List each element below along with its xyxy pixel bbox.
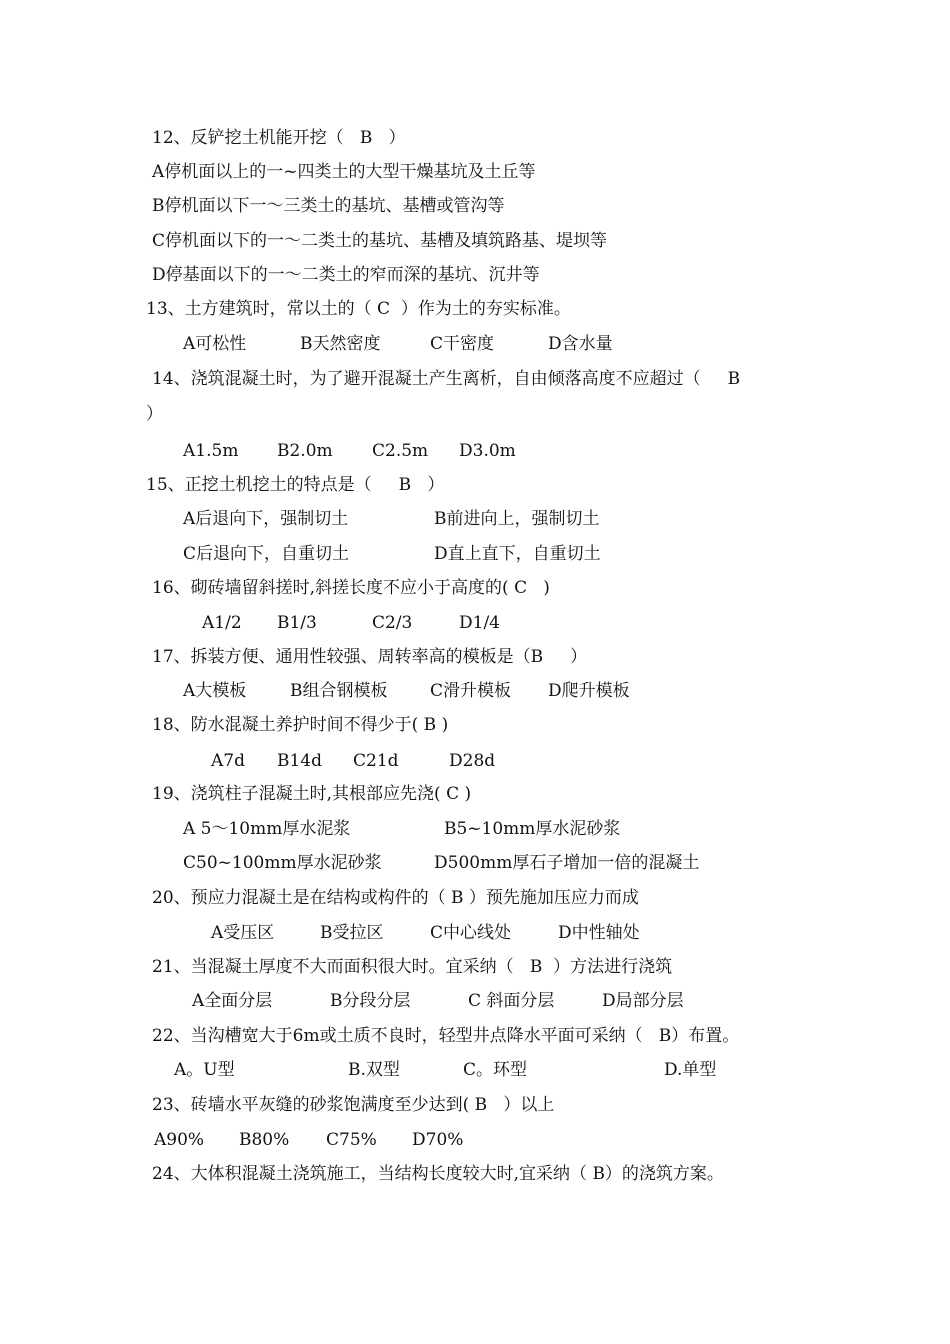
question-20-option-d: D中性轴处: [558, 923, 640, 943]
question-23-option-b: B80%: [239, 1130, 290, 1150]
question-12-option-a: A停机面以上的一~四类土的大型干燥基坑及土丘等: [152, 162, 536, 182]
question-23-option-d: D70%: [412, 1130, 464, 1150]
question-22-option-b: B.双型: [348, 1060, 400, 1080]
question-19-option-c: C50~100mm厚水泥砂浆: [183, 853, 382, 873]
question-22-option-c: C。环型: [463, 1060, 528, 1080]
question-22-stem: 22、当沟槽宽大于6m或土质不良时，轻型井点降水平面可采纳（ B）布置。: [152, 1026, 740, 1046]
question-12-option-d: D停基面以下的一～二类土的窄而深的基坑、沉井等: [152, 265, 540, 285]
question-18-option-a: A7d: [211, 751, 245, 771]
question-13-option-d: D含水量: [548, 334, 613, 354]
question-13-option-b: B天然密度: [300, 334, 381, 354]
question-20-option-c: C中心线处: [430, 923, 512, 943]
question-21-option-a: A全面分层: [192, 991, 273, 1011]
question-19-option-a: A 5～10mm厚水泥浆: [183, 819, 351, 839]
question-23-option-a: A90%: [154, 1130, 205, 1150]
question-17-option-d: D爬升模板: [548, 681, 630, 701]
question-16-stem: 16、砌砖墙留斜搓时,斜搓长度不应小于高度的( C ): [152, 578, 550, 598]
question-14-option-d: D3.0m: [459, 441, 516, 461]
question-16-option-a: A1/2: [202, 613, 242, 633]
question-19-option-d: D500mm厚石子增加一倍的混凝土: [434, 853, 700, 873]
question-18-option-b: B14d: [277, 751, 323, 771]
question-21-option-c: C 斜面分层: [468, 991, 555, 1011]
question-15-option-b: B前进向上，强制切土: [434, 509, 600, 529]
question-16-option-d: D1/4: [459, 613, 500, 633]
question-12-option-b: B停机面以下一～三类土的基坑、基槽或管沟等: [152, 196, 505, 216]
question-21-option-d: D局部分层: [602, 991, 684, 1011]
question-14-stem: 14、浇筑混凝土时，为了避开混凝土产生离析，自由倾落高度不应超过（ B: [152, 369, 741, 389]
question-13-option-c: C干密度: [430, 334, 495, 354]
question-23-option-c: C75%: [326, 1130, 377, 1150]
question-18-option-c: C21d: [353, 751, 399, 771]
question-15-option-c: C后退向下，自重切土: [183, 544, 350, 564]
question-17-option-c: C滑升模板: [430, 681, 512, 701]
question-13-stem: 13、土方建筑时，常以土的（ C ）作为土的夯实标准。: [146, 299, 571, 319]
question-20-stem: 20、预应力混凝土是在结构或构件的（ B ）预先施加压应力而成: [152, 888, 639, 908]
question-16-option-b: B1/3: [277, 613, 317, 633]
question-20-option-b: B受拉区: [320, 923, 384, 943]
question-17-option-a: A大模板: [183, 681, 247, 701]
question-21-option-b: B分段分层: [330, 991, 411, 1011]
question-15-option-a: A后退向下，强制切土: [183, 509, 349, 529]
question-17-option-b: B组合钢模板: [290, 681, 388, 701]
question-23-stem: 23、砖墙水平灰缝的砂浆饱满度至少达到( B ）以上: [152, 1095, 555, 1115]
question-12-option-c: C停机面以下的一～二类土的基坑、基槽及填筑路基、堤坝等: [152, 231, 608, 251]
question-14-option-c: C2.5m: [372, 441, 429, 461]
question-18-option-d: D28d: [449, 751, 496, 771]
question-16-option-c: C2/3: [372, 613, 413, 633]
question-19-stem: 19、浇筑柱子混凝土时,其根部应先浇( C ): [152, 784, 472, 804]
question-20-option-a: A受压区: [211, 923, 275, 943]
question-14-stem-continued: ）: [146, 404, 163, 424]
question-14-option-b: B2.0m: [277, 441, 333, 461]
question-18-stem: 18、防水混凝土养护时间不得少于( B ): [152, 715, 449, 735]
question-17-stem: 17、拆装方便、通用性较强、周转率高的模板是（B ）: [152, 647, 588, 667]
question-13-option-a: A可松性: [183, 334, 247, 354]
question-14-option-a: A1.5m: [183, 441, 239, 461]
question-15-option-d: D直上直下，自重切土: [434, 544, 601, 564]
question-22-option-a: A。U型: [174, 1060, 235, 1080]
question-24-stem: 24、大体积混凝土浇筑施工，当结构长度较大时,宜采纳（ B）的浇筑方案。: [152, 1164, 724, 1184]
question-22-option-d: D.单型: [664, 1060, 717, 1080]
question-15-stem: 15、正挖土机挖土的特点是（ B ）: [146, 475, 445, 495]
question-12-stem: 12、反铲挖土机能开挖（ B ）: [152, 128, 406, 148]
question-19-option-b: B5~10mm厚水泥砂浆: [444, 819, 621, 839]
question-21-stem: 21、当混凝土厚度不大而面积很大时。宜采纳（ B ）方法进行浇筑: [152, 957, 673, 977]
